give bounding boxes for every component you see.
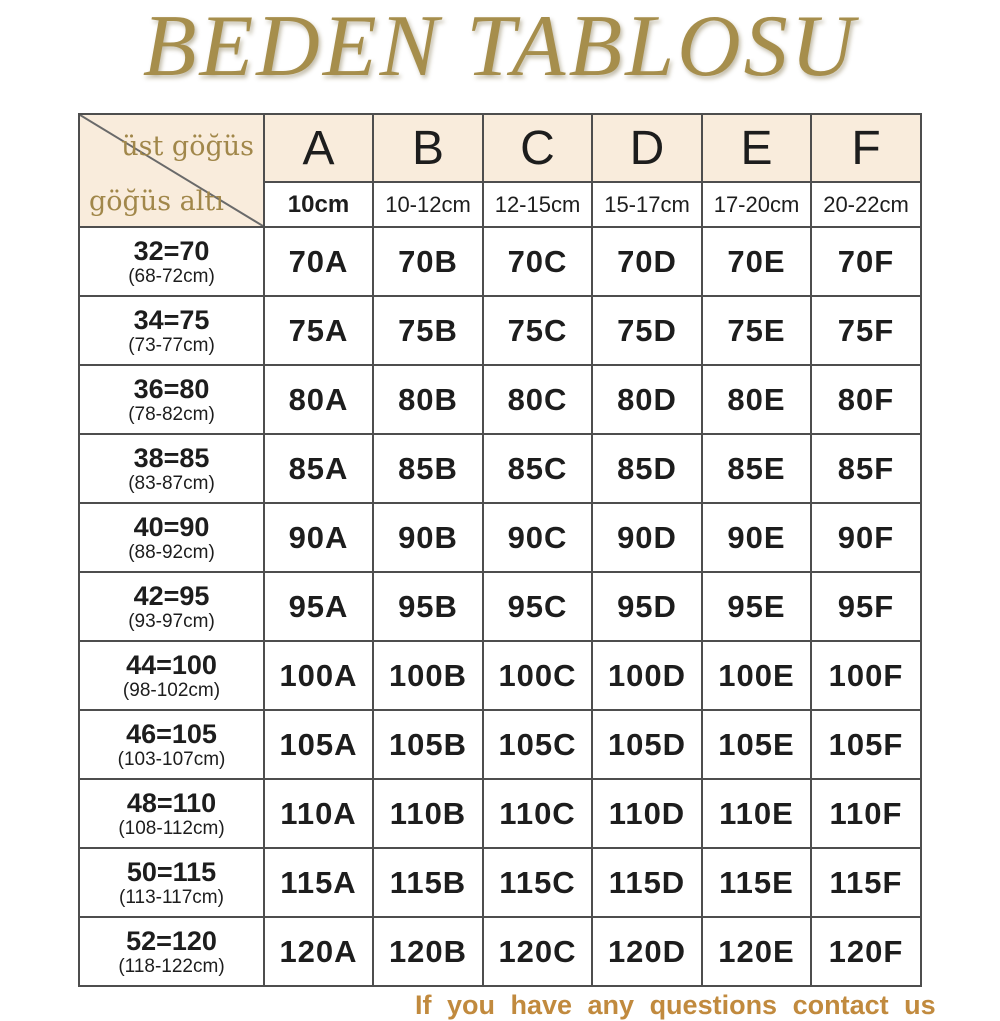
table-row bbox=[79, 848, 921, 917]
table-row bbox=[79, 434, 921, 503]
table-row bbox=[79, 227, 921, 296]
table-row bbox=[79, 365, 921, 434]
size-cell: 85C bbox=[483, 434, 592, 503]
size-cell: 110B bbox=[373, 779, 483, 848]
size-cell: 90B bbox=[373, 503, 483, 572]
size-cell: 85A bbox=[264, 434, 373, 503]
size-cell: 110D bbox=[592, 779, 702, 848]
size-cell: 90C bbox=[483, 503, 592, 572]
size-cell: 115C bbox=[483, 848, 592, 917]
row-header bbox=[79, 848, 264, 917]
band-range-label: (113-117cm) bbox=[119, 886, 224, 908]
band-range-label: (93-97cm) bbox=[128, 610, 215, 632]
size-cell: 120D bbox=[592, 917, 702, 986]
band-size-label: 40=90 bbox=[133, 511, 210, 542]
size-cell: 70F bbox=[811, 227, 921, 296]
band-range-label: (103-107cm) bbox=[117, 748, 226, 770]
size-cell: 105F bbox=[811, 710, 921, 779]
footer-clipped-text: If you have any questions contact us bbox=[415, 990, 936, 1020]
corner-cell bbox=[79, 114, 264, 227]
band-size-label: 36=80 bbox=[133, 373, 210, 404]
row-header bbox=[79, 227, 264, 296]
size-chart-table bbox=[78, 113, 922, 987]
size-cell: 120A bbox=[264, 917, 373, 986]
size-cell: 110F bbox=[811, 779, 921, 848]
row-header bbox=[79, 572, 264, 641]
band-size-label: 48=110 bbox=[126, 787, 217, 818]
size-cell: 85F bbox=[811, 434, 921, 503]
column-letter-B: B bbox=[373, 114, 483, 182]
row-header bbox=[79, 434, 264, 503]
size-cell: 75A bbox=[264, 296, 373, 365]
size-cell: 105C bbox=[483, 710, 592, 779]
size-cell: 110C bbox=[483, 779, 592, 848]
size-cell: 85E bbox=[702, 434, 811, 503]
cup-letter-header-row bbox=[79, 114, 921, 182]
band-range-label: (73-77cm) bbox=[128, 334, 215, 356]
size-cell: 105D bbox=[592, 710, 702, 779]
column-letter-E: E bbox=[702, 114, 811, 182]
size-cell: 70E bbox=[702, 227, 811, 296]
size-cell: 95C bbox=[483, 572, 592, 641]
table-row bbox=[79, 917, 921, 986]
size-cell: 70D bbox=[592, 227, 702, 296]
size-cell: 115A bbox=[264, 848, 373, 917]
size-cell: 115B bbox=[373, 848, 483, 917]
cup-range-E: 17-20cm bbox=[702, 182, 811, 227]
size-cell: 100F bbox=[811, 641, 921, 710]
band-range-label: (118-122cm) bbox=[118, 955, 225, 977]
size-cell: 110A bbox=[264, 779, 373, 848]
cup-range-D: 15-17cm bbox=[592, 182, 702, 227]
band-range-label: (83-87cm) bbox=[128, 472, 215, 494]
size-cell: 80E bbox=[702, 365, 811, 434]
size-cell: 90E bbox=[702, 503, 811, 572]
cup-range-C: 12-15cm bbox=[483, 182, 592, 227]
band-size-label: 44=100 bbox=[126, 649, 217, 680]
size-cell: 80F bbox=[811, 365, 921, 434]
cup-range-A: 10cm bbox=[264, 182, 373, 227]
size-cell: 95F bbox=[811, 572, 921, 641]
band-size-label: 52=120 bbox=[126, 925, 217, 956]
band-size-label: 38=85 bbox=[133, 442, 210, 473]
size-cell: 115D bbox=[592, 848, 702, 917]
size-cell: 95B bbox=[373, 572, 483, 641]
size-cell: 100B bbox=[373, 641, 483, 710]
band-range-label: (108-112cm) bbox=[118, 817, 225, 839]
size-cell: 80B bbox=[373, 365, 483, 434]
size-cell: 85B bbox=[373, 434, 483, 503]
size-cell: 95D bbox=[592, 572, 702, 641]
size-cell: 115F bbox=[811, 848, 921, 917]
size-cell: 80D bbox=[592, 365, 702, 434]
row-header bbox=[79, 641, 264, 710]
band-range-label: (88-92cm) bbox=[128, 541, 215, 563]
size-cell: 100C bbox=[483, 641, 592, 710]
band-range-label: (78-82cm) bbox=[128, 403, 215, 425]
size-cell: 120F bbox=[811, 917, 921, 986]
size-cell: 95A bbox=[264, 572, 373, 641]
under-bust-label: göğüs altı bbox=[89, 186, 224, 217]
size-cell: 95E bbox=[702, 572, 811, 641]
row-header bbox=[79, 710, 264, 779]
row-header bbox=[79, 365, 264, 434]
size-cell: 75F bbox=[811, 296, 921, 365]
size-cell: 75D bbox=[592, 296, 702, 365]
size-cell: 115E bbox=[702, 848, 811, 917]
row-header bbox=[79, 296, 264, 365]
size-cell: 100E bbox=[702, 641, 811, 710]
table-row bbox=[79, 779, 921, 848]
size-cell: 105A bbox=[264, 710, 373, 779]
size-cell: 70A bbox=[264, 227, 373, 296]
size-cell: 90A bbox=[264, 503, 373, 572]
size-cell: 70C bbox=[483, 227, 592, 296]
size-cell: 90F bbox=[811, 503, 921, 572]
column-letter-F: F bbox=[811, 114, 921, 182]
cup-range-F: 20-22cm bbox=[811, 182, 921, 227]
band-size-label: 50=115 bbox=[126, 856, 217, 887]
band-range-label: (98-102cm) bbox=[122, 679, 221, 701]
size-cell: 100A bbox=[264, 641, 373, 710]
size-cell: 75B bbox=[373, 296, 483, 365]
column-letter-D: D bbox=[592, 114, 702, 182]
size-cell: 105B bbox=[373, 710, 483, 779]
size-cell: 70B bbox=[373, 227, 483, 296]
size-cell: 120C bbox=[483, 917, 592, 986]
band-size-label: 34=75 bbox=[133, 304, 210, 335]
band-range-label: (68-72cm) bbox=[128, 265, 215, 287]
row-header bbox=[79, 917, 264, 986]
size-cell: 105E bbox=[702, 710, 811, 779]
size-cell: 100D bbox=[592, 641, 702, 710]
size-cell: 80C bbox=[483, 365, 592, 434]
band-size-label: 32=70 bbox=[133, 235, 210, 266]
size-cell: 80A bbox=[264, 365, 373, 434]
table-row bbox=[79, 710, 921, 779]
column-letter-A: A bbox=[264, 114, 373, 182]
cup-range-B: 10-12cm bbox=[373, 182, 483, 227]
band-size-label: 46=105 bbox=[126, 718, 217, 749]
size-cell: 75E bbox=[702, 296, 811, 365]
table-row bbox=[79, 503, 921, 572]
size-cell: 90D bbox=[592, 503, 702, 572]
table-row bbox=[79, 641, 921, 710]
row-header bbox=[79, 779, 264, 848]
size-cell: 120B bbox=[373, 917, 483, 986]
row-header bbox=[79, 503, 264, 572]
size-cell: 120E bbox=[702, 917, 811, 986]
table-row bbox=[79, 572, 921, 641]
size-cell: 85D bbox=[592, 434, 702, 503]
page-title: BEDEN TABLOSU bbox=[142, 0, 858, 95]
table-row bbox=[79, 296, 921, 365]
size-cell: 75C bbox=[483, 296, 592, 365]
upper-bust-label: üst göğüs bbox=[121, 131, 254, 162]
band-size-label: 42=95 bbox=[133, 580, 210, 611]
size-cell: 110E bbox=[702, 779, 811, 848]
column-letter-C: C bbox=[483, 114, 592, 182]
